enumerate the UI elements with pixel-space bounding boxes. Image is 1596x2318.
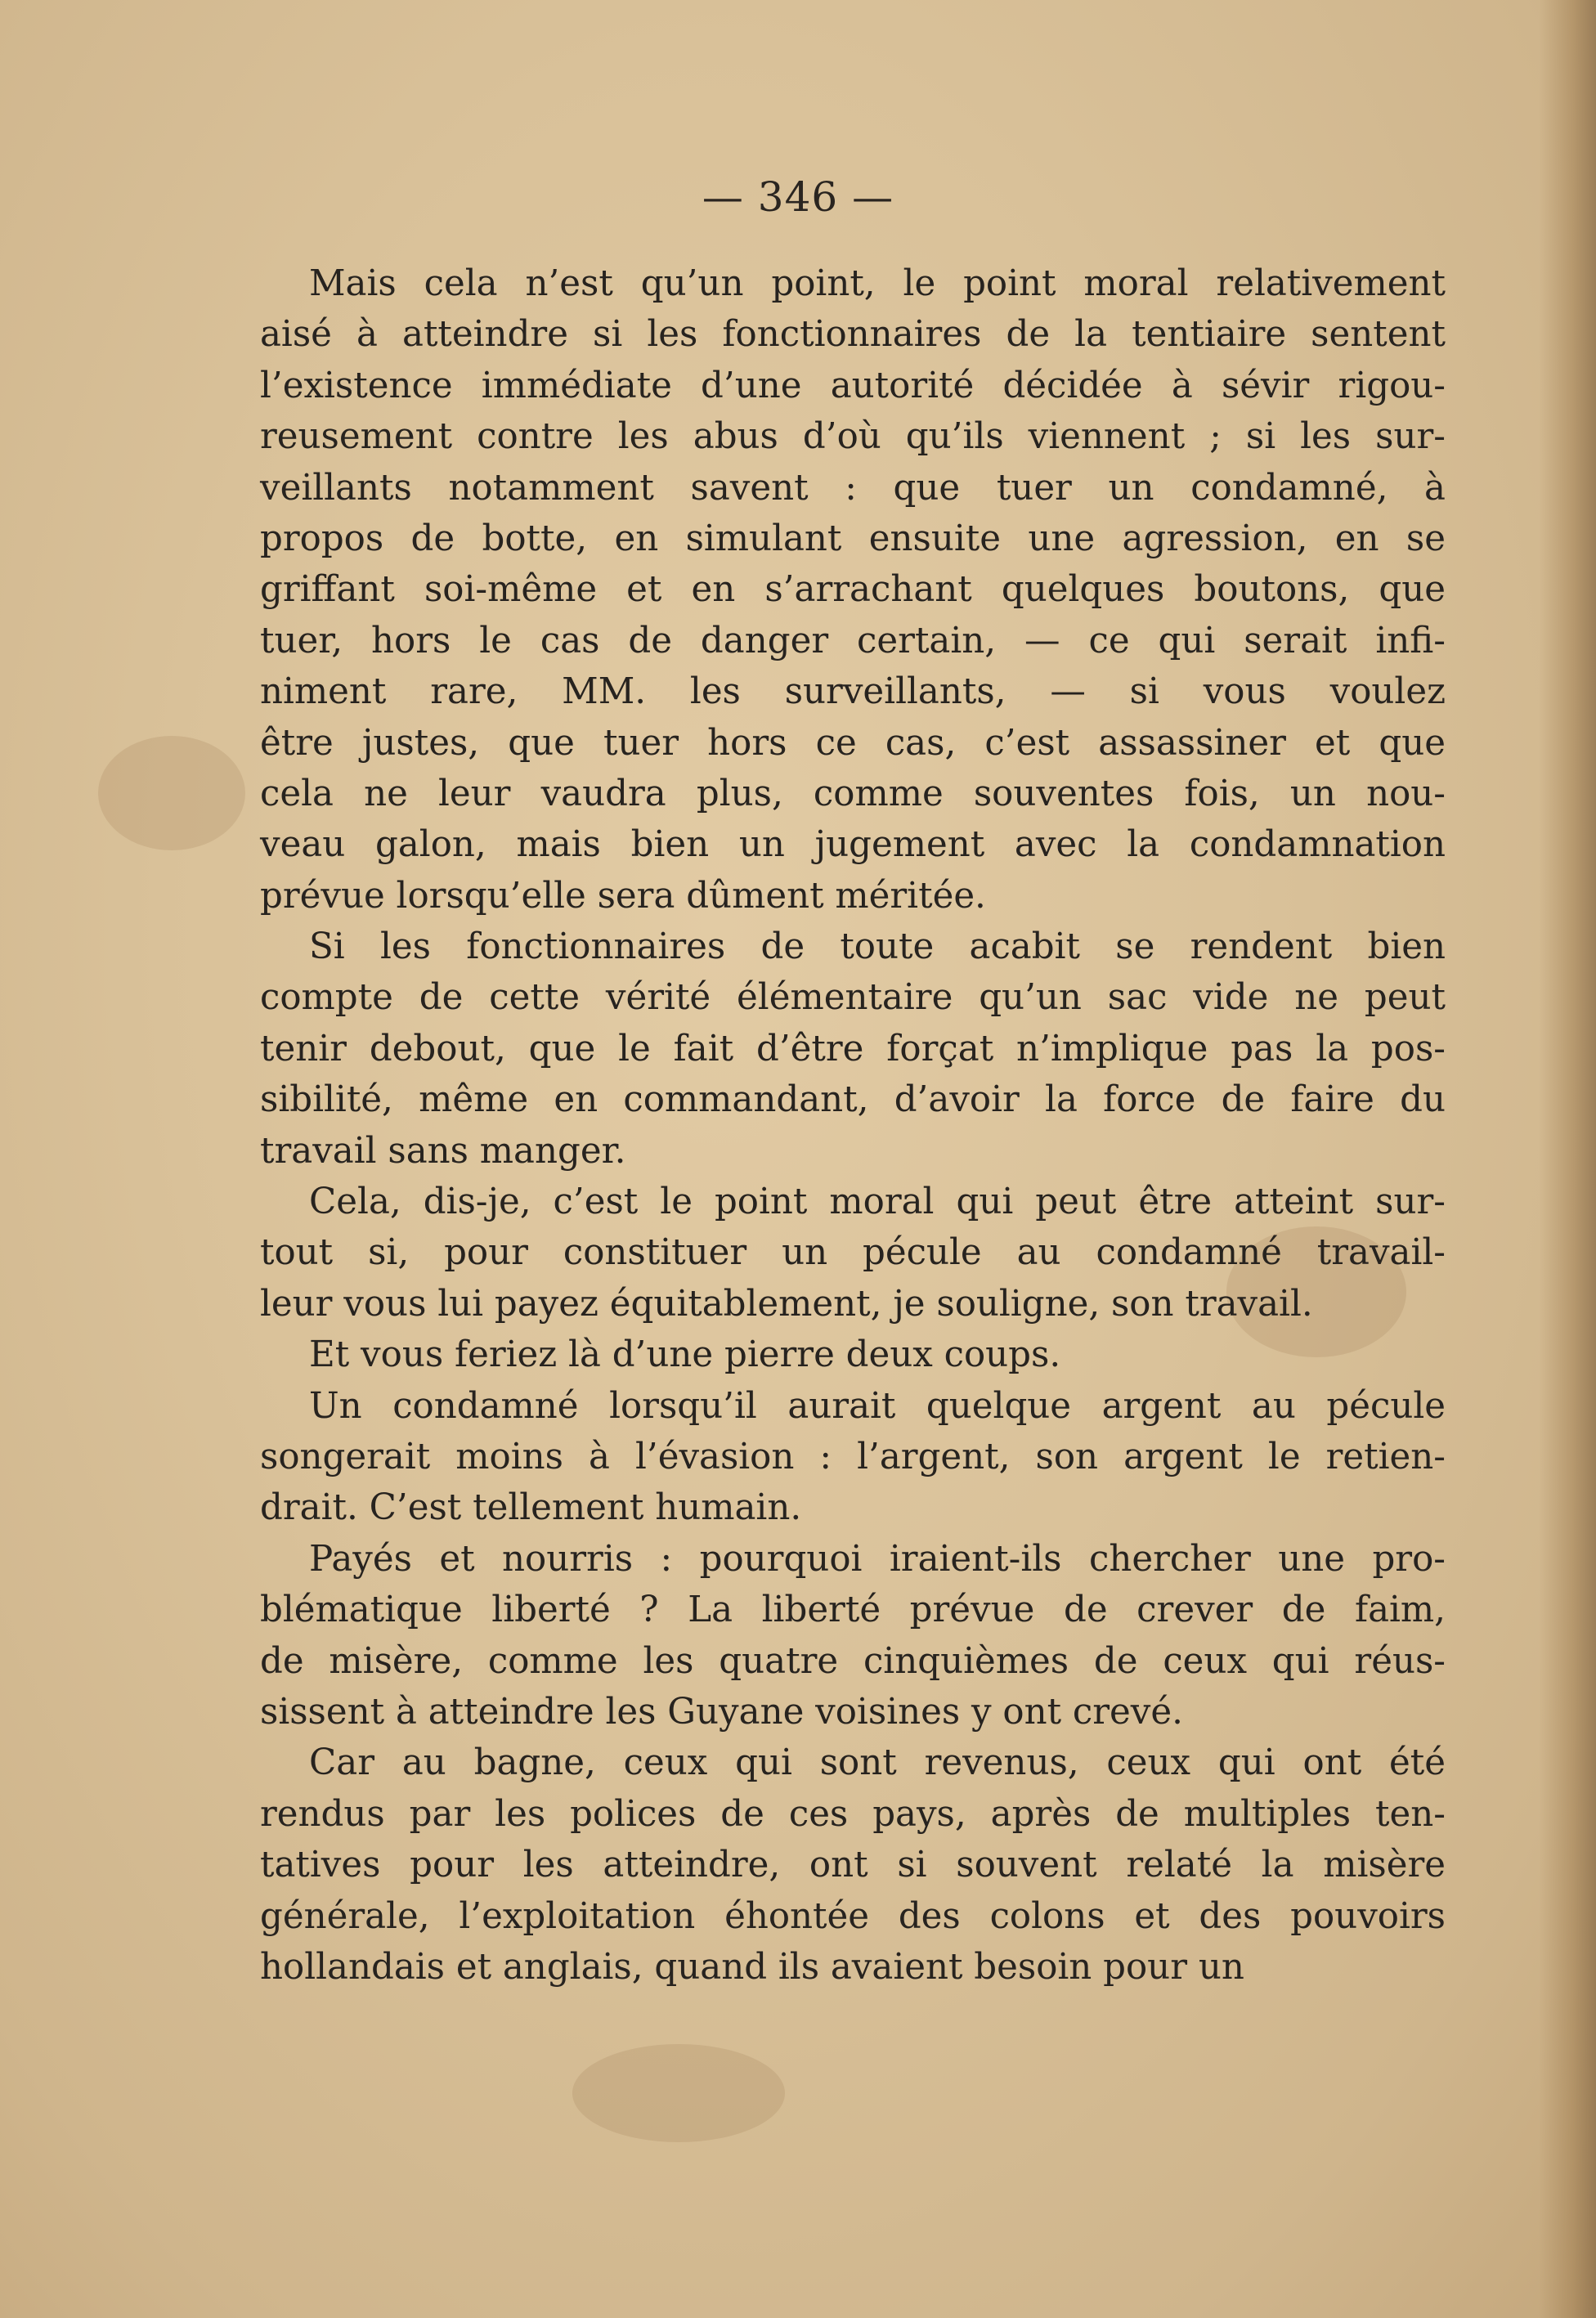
text-line: songerait moins à l’évasion : l’argent, son argent le retien-: [260, 1436, 1446, 1477]
text-line: niment rare, MM. les surveillants, — si vous voulez: [260, 671, 1446, 713]
page-number: — 346 —: [702, 173, 894, 221]
text-line: de misère, comme les quatre cinquièmes de ceux qui réus-: [260, 1640, 1446, 1682]
text-line: tout si, pour constituer un pécule au condamné travail-: [260, 1232, 1446, 1274]
text-line: aisé à atteindre si les fonctionnaires de la tentiaire sentent: [260, 314, 1446, 356]
text-line: drait. C’est tellement humain.: [260, 1487, 802, 1529]
text-line: sissent à atteindre les Guyane voisines y ont crevé.: [260, 1691, 1183, 1733]
text-line: leur vous lui payez équitablement, je souligne, son travail.: [260, 1283, 1313, 1325]
text-line: Un condamné lorsqu’il aurait quelque argent au pécule: [309, 1385, 1446, 1427]
text-line: blématique liberté ? La liberté prévue de crever de faim,: [260, 1589, 1446, 1631]
text-line: prévue lorsqu’elle sera dûment méritée.: [260, 875, 986, 917]
text-line: veillants notamment savent : que tuer un condamné, à: [260, 467, 1446, 509]
paper-stain: [98, 736, 245, 850]
text-line: Payés et nourris : pourquoi iraient-ils chercher une pro-: [309, 1538, 1446, 1580]
text-line: Si les fonctionnaires de toute acabit se rendent bien: [309, 926, 1446, 968]
text-line: Car au bagne, ceux qui sont revenus, ceux qui ont été: [309, 1742, 1446, 1784]
text-line: l’existence immédiate d’une autorité décidée à sévir rigou-: [260, 365, 1446, 406]
paper-stain: [572, 2044, 785, 2142]
text-line: compte de cette vérité élémentaire qu’un sac vide ne peut: [260, 977, 1446, 1019]
text-line: cela ne leur vaudra plus, comme souventes fois, un nou-: [260, 773, 1446, 814]
text-line: Et vous feriez là d’une pierre deux coups.: [309, 1334, 1061, 1376]
text-line: Cela, dis-je, c’est le point moral qui peut être atteint sur-: [309, 1181, 1446, 1223]
text-line: rendus par les polices de ces pays, après de multiples ten-: [260, 1793, 1446, 1835]
text-line: sibilité, même en commandant, d’avoir la force de faire du: [260, 1079, 1446, 1121]
text-line: tenir debout, que le fait d’être forçat n’implique pas la pos-: [260, 1028, 1446, 1069]
text-line: propos de botte, en simulant ensuite une agression, en se: [260, 518, 1446, 559]
text-line: générale, l’exploitation éhontée des colons et des pouvoirs: [260, 1895, 1446, 1937]
body-text: [260, 258, 1446, 1993]
text-line: Mais cela n’est qu’un point, le point moral relativement: [309, 263, 1446, 304]
page-edge-shadow: [1539, 0, 1596, 2318]
text-line: travail sans manger.: [260, 1130, 626, 1172]
text-line: être justes, que tuer hors ce cas, c’est assassiner et que: [260, 722, 1446, 764]
text-line: tuer, hors le cas de danger certain, — ce qui serait infi-: [260, 620, 1446, 661]
text-line: veau galon, mais bien un jugement avec la condamnation: [260, 824, 1446, 866]
text-line: tatives pour les atteindre, ont si souvent relaté la misère: [260, 1845, 1446, 1886]
text-line: hollandais et anglais, quand ils avaient besoin pour un: [260, 1946, 1244, 1988]
text-line: reusement contre les abus d’où qu’ils viennent ; si les sur-: [260, 416, 1446, 458]
text-line: griffant soi-même et en s’arrachant quelques boutons, que: [260, 569, 1446, 611]
